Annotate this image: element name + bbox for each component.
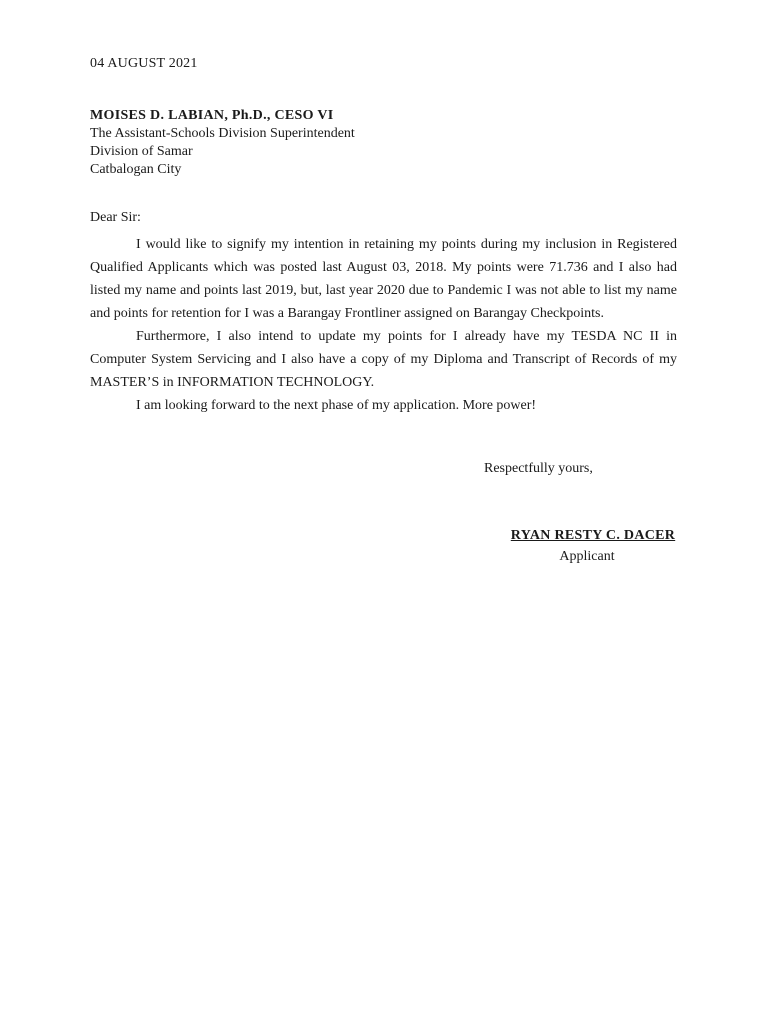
salutation: Dear Sir: (90, 210, 141, 225)
letter-date: 04 AUGUST 2021 (90, 56, 198, 71)
body-paragraph: I would like to signify my intention in retaining my points during my inclusion in Registered Qualified Applicants which was posted last August 03, 2018. My points were 71.736 and I also had listed my name and points last 2019, but, last year 2020 due to Pandemic I was not able to list my name and points for retention for I was a Barangay Frontliner assigned on Barangay Checkpoints. (90, 237, 677, 321)
signature-block (480, 528, 694, 565)
body-paragraph: Furthermore, I also intend to update my points for I already have my TESDA NC II in Computer System Servicing and I also have a copy of my Diploma and Transcript of Records of my MASTER’S in INFORMATION TECHNOLOGY. (90, 329, 677, 390)
recipient-division: Division of Samar (90, 144, 193, 159)
recipient-title: The Assistant-Schools Division Superintendent (90, 126, 355, 141)
recipient-block (90, 107, 355, 179)
closing: Respectfully yours, (484, 461, 593, 476)
signer-name: RYAN RESTY C. DACER (510, 528, 676, 543)
recipient-name: MOISES D. LABIAN, Ph.D., CESO VI (90, 108, 334, 123)
signer-role: Applicant (559, 549, 615, 564)
letter-body (90, 233, 677, 417)
body-paragraph: I am looking forward to the next phase of my application. More power! (136, 398, 537, 413)
recipient-city: Catbalogan City (90, 162, 182, 177)
